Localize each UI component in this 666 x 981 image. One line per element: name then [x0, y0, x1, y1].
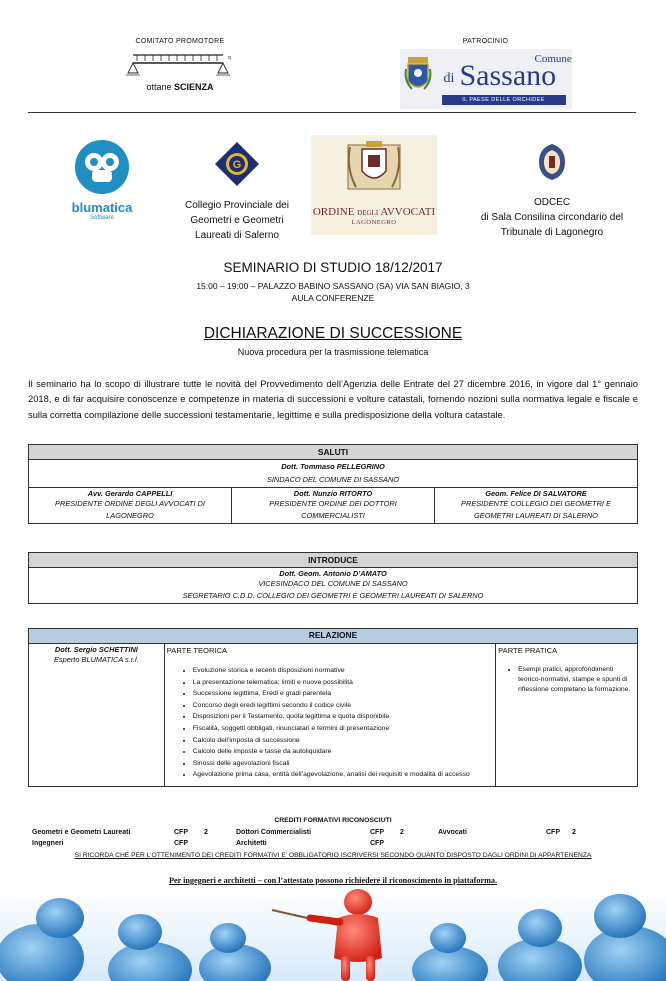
geometri-line-3: Laureati di Salerno	[195, 230, 279, 241]
list-item: • La presentazione telematica: limiti e nuove possibilità	[193, 677, 493, 689]
seminar-time-place	[0, 280, 666, 304]
seminar-room: AULA CONFERENZE	[291, 293, 375, 303]
list-item: • Disposizioni per il Testamento, quota legittima e quota disponibile	[193, 711, 493, 723]
ritorto-role-1: PRESIDENTE ORDINE DEI DOTTORI	[269, 498, 397, 508]
disalvatore-role-2: GEOMETRI LAUREATI DI SALERNO	[474, 510, 598, 520]
list-item: • Calcolo delle imposte e tasse da autoliquidare	[193, 746, 493, 758]
comune-name: Sassano	[459, 59, 557, 92]
sindaco-role: SINDACO DEL COMUNE DI SASSANO	[266, 474, 400, 484]
introduce-table	[28, 552, 638, 604]
cred-avvocati: Avvocati	[438, 829, 467, 836]
disalvatore-name: Geom. Felice DI SALVATORE	[485, 488, 587, 498]
odcec-line-1: ODCEC	[533, 197, 571, 208]
list-item: • Fiscalità, soggetti obbligati, rinunciatari e termini di presentazione	[193, 723, 493, 735]
cred-architetti-cfp: CFP	[370, 840, 384, 847]
parte-teorica-list	[193, 665, 493, 781]
relazione-header: RELAZIONE	[29, 629, 638, 644]
speaker-cell	[29, 644, 165, 787]
footer-illustration	[0, 888, 666, 981]
list-item: • Successione legittima, Eredi e gradi parentela	[193, 688, 493, 700]
odcec-logo	[470, 142, 634, 240]
ingegneri-note: Per ingegneri e architetti – con l’attestato possono richiedere il riconoscimento in piattaforma.	[168, 876, 498, 885]
patrocinio	[398, 38, 573, 109]
list-item: • Esempi pratici, approfondimenti teorico-normativi, stampe e spunti di riflessione completano la formazione.	[518, 665, 631, 695]
saluti-table	[28, 444, 638, 524]
comitato-label: COMITATO PROMOTORE	[135, 38, 225, 45]
avvocati-degli: DEGLI	[357, 209, 379, 217]
main-subtitle: Nuova procedura per la trasmissione telematica	[237, 347, 429, 357]
saluti-col-1	[29, 487, 232, 523]
cappelli-role-1: PRESIDENTE ORDINE DEGLI AVVOCATI DI	[55, 498, 205, 508]
speaker-name: Dott. Sergio SCHETTINI	[54, 645, 138, 654]
list-item: • Sinossi delle agevolazioni fiscali	[193, 758, 493, 770]
avvocati-crest-icon	[342, 139, 406, 195]
odcec-line-2: di Sala Consilina circondario del	[480, 212, 624, 223]
avvocati-city: LAGONEGRO	[351, 219, 397, 226]
cred-architetti: Architetti	[236, 840, 267, 847]
damato-role-2: SEGRETARIO C.D.D. COLLEGIO DEI GEOMETRI E GEOMETRI LAUREATI DI SALERNO	[182, 591, 484, 600]
odcec-emblem-icon	[537, 142, 567, 182]
comune-tagline: IL PAESE DELLE ORCHIDEE	[442, 95, 566, 105]
list-item: • Agevolazione prima casa, entità dell’agevolazione, analisi dei requisiti e modalità di accesso	[193, 769, 493, 781]
svg-text:q: q	[228, 55, 231, 61]
blumatica-name: blumatica	[71, 200, 133, 215]
comune-sassano-logo	[400, 49, 572, 109]
header-divider	[28, 112, 636, 113]
introduce-cell	[29, 568, 638, 604]
cred-geometri-cfp: CFP	[174, 829, 188, 836]
geometri-emblem-icon	[213, 140, 261, 188]
ottane-text: ottane	[146, 82, 172, 92]
ottane-scienza-logo	[100, 82, 260, 92]
blumatica-symbol-icon	[75, 140, 129, 194]
blumatica-sub: Software	[90, 215, 114, 221]
cred-ingegneri: Ingegneri	[32, 840, 64, 847]
avvocati-title	[311, 206, 437, 218]
list-item: • Concorso degli eredi legittimi secondo il codice civile	[193, 700, 493, 712]
cappelli-role-2: LAGONEGRO	[106, 510, 154, 520]
collegio-geometri-logo	[178, 140, 296, 243]
ritorto-name: Dott. Nunzio RITORTO	[293, 488, 373, 498]
patrocinio-label: PATROCINIO	[462, 38, 509, 45]
comune-di-text: di	[443, 71, 455, 86]
damato-role-1: VICESINDACO DEL COMUNE DI SASSANO	[258, 579, 408, 588]
cred-commercialisti-cfp: CFP	[370, 829, 384, 836]
ritorto-role-2: COMMERCIALISTI	[301, 510, 365, 520]
sassano-crest-icon	[404, 55, 432, 95]
sindaco-name: Dott. Tommaso PELLEGRINO	[281, 462, 385, 471]
ordine-avvocati-logo	[311, 135, 437, 235]
relazione-table	[28, 628, 638, 787]
odcec-line-3: Tribunale di Lagonegro	[500, 227, 604, 238]
saluti-col-3	[435, 487, 638, 523]
geometri-line-1: Collegio Provinciale dei	[185, 200, 289, 211]
parte-pratica-title: PARTE PRATICA	[498, 646, 558, 655]
comitato-promotore	[100, 38, 260, 92]
parte-pratica-cell	[496, 644, 638, 787]
list-item: • Calcolo dell’imposta di successione	[193, 735, 493, 747]
bridge-icon	[125, 49, 235, 79]
cred-avvocati-cfp: CFP	[546, 829, 560, 836]
cred-commercialisti-val: 2	[400, 829, 404, 836]
blumatica-logo	[60, 140, 144, 221]
main-title: DICHIARAZIONE DI SUCCESSIONE	[203, 325, 463, 342]
seminar-time: 15:00 – 19:00 – PALAZZO BABINO SASSANO (SA) VIA SAN BIAGIO, 3	[196, 281, 470, 291]
cred-geometri: Geometri e Geometri Laureati	[32, 829, 131, 836]
cred-geometri-val: 2	[204, 829, 208, 836]
header	[0, 0, 666, 114]
damato-name: Dott. Geom. Antonio D’AMATO	[279, 569, 387, 578]
geometri-line-2: Geometri e Geometri	[190, 215, 284, 226]
speaker-role: Esperto BLUMATICA s.r.l.	[54, 655, 139, 664]
comune-small-text: Comune	[534, 53, 572, 65]
disalvatore-role-1: PRESIDENTE COLLEGIO DEI GEOMETRI E	[461, 498, 611, 508]
parte-teorica-title: PARTE TEORICA	[166, 646, 228, 655]
cred-ingegneri-cfp: CFP	[174, 840, 188, 847]
svg-text:G: G	[232, 159, 242, 171]
intro-paragraph: Il seminario ha lo scopo di illustrare tutte le novità del Provvedimento dell’Agenzia delle Entrate del 27 dicembre 2016, in vigore dal 1° gennaio 2018, e di far acquisire conoscenze e competenze in materia di successioni e volture catastali, fornendo nozioni sulla normativa legale e fiscale e sulla corretta compilazione delle successioni testamentarie, legittime e sulla predisposizione della voltura catastale.	[28, 378, 638, 420]
introduce-header: INTRODUCE	[29, 553, 638, 568]
parte-teorica-cell	[164, 644, 495, 787]
list-item: • Evoluzione storica e recenti disposizioni normative	[193, 665, 493, 677]
scienza-text: SCIENZA	[174, 82, 214, 92]
cappelli-name: Avv. Gerardo CAPPELLI	[87, 488, 173, 498]
avvocati-ordine: ORDINE	[312, 206, 355, 218]
crediti-title: CREDITI FORMATIVI RICONOSCIUTI	[274, 817, 392, 824]
saluti-header: SALUTI	[29, 445, 638, 460]
cred-commercialisti: Dottori Commercialisti	[236, 829, 312, 836]
crediti-notice: SI RICORDA CHE PER L’OTTENIMENTO DEI CREDITI FORMATIVI E’ OBBLIGATORIO ISCRIVERSI SECONDO QUANTO DISPOSTO DAGLI ORDINI DI APPARTENENZA	[74, 852, 592, 859]
avvocati-avvocati: AVVOCATI	[380, 206, 436, 218]
parte-pratica-list	[518, 665, 635, 695]
saluti-col-2	[232, 487, 435, 523]
seminar-title: SEMINARIO DI STUDIO 18/12/2017	[223, 260, 443, 275]
saluti-sindaco-cell	[29, 460, 638, 488]
cred-avvocati-val: 2	[572, 829, 576, 836]
